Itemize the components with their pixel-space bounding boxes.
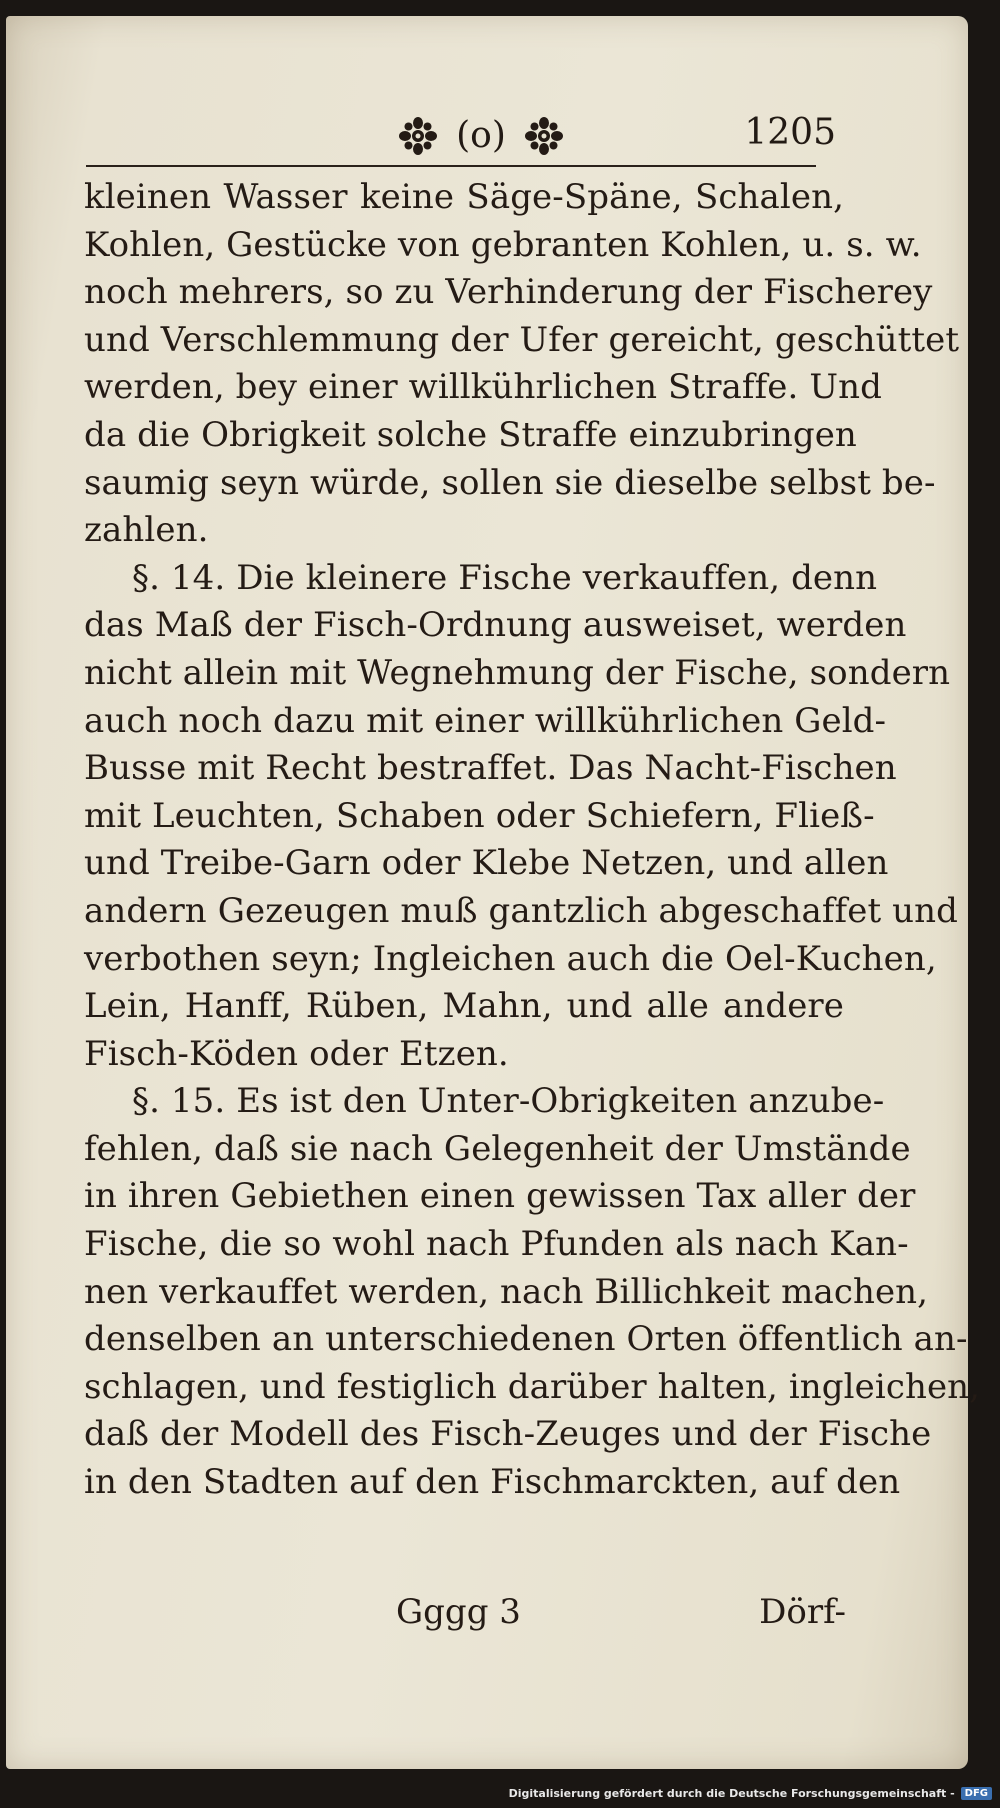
- text-line: in den Stadten auf den Fischmarckten, auf den: [84, 1462, 901, 1503]
- text-line: saumig seyn würde, sollen sie dieselbe selbst be-: [84, 462, 936, 503]
- text-line: nicht allein mit Wegnehmung der Fische, sondern: [84, 652, 951, 693]
- text-line: verbothen seyn; Ingleichen auch die Oel-Kuchen,: [84, 938, 937, 979]
- text-line: kleinen Wasser keine Säge-Späne, Schalen,: [84, 177, 844, 217]
- text-line: Fisch-Köden oder Etzen.: [84, 1033, 509, 1074]
- credit-text: Digitalisierung gefördert durch die Deutsche Forschungsgemeinschaft -: [508, 1786, 955, 1800]
- header-signature-mark: (o): [456, 115, 506, 156]
- header-ornament-group: [361, 111, 601, 161]
- text-line: noch mehrers, so zu Verhinderung der Fischerey: [84, 272, 933, 313]
- page-footer: [86, 1592, 846, 1642]
- text-line: Lein, Hanff, Rüben, Mahn, und alle andere: [84, 986, 844, 1027]
- catchword: Dörf-: [759, 1592, 846, 1632]
- body-text: [84, 174, 981, 1507]
- text-line: da die Obrigkeit solche Straffe einzubringen: [84, 414, 857, 455]
- paragraph-14-start: §. 14. Die kleinere Fische verkauffen, denn: [132, 557, 878, 598]
- header-rule: [86, 165, 816, 167]
- flower-ornament-right-icon: [524, 116, 564, 156]
- text-line: daß der Modell des Fisch-Zeuges und der Fische: [84, 1414, 932, 1455]
- text-line: Kohlen, Gestücke von gebranten Kohlen, u. s. w.: [84, 224, 922, 265]
- dfg-logo: DFG: [961, 1787, 992, 1800]
- running-head: [86, 111, 846, 167]
- book-page: [6, 16, 981, 1769]
- text-line: das Maß der Fisch-Ordnung ausweiset, werden: [84, 605, 907, 646]
- text-line: andern Gezeugen muß gantzlich abgeschaffet und: [84, 890, 958, 931]
- printer-signature: Gggg 3: [396, 1592, 521, 1632]
- text-line: auch noch dazu mit einer willkührlichen Geld-: [84, 700, 887, 741]
- text-line: und Verschlemmung der Ufer gereicht, geschüttet: [84, 319, 960, 360]
- text-line: werden, bey einer willkührlichen Straffe. Und: [84, 367, 882, 408]
- text-line: Busse mit Recht bestraffet. Das Nacht-Fischen: [84, 748, 897, 789]
- text-line: Fische, die so wohl nach Pfunden als nach Kan-: [84, 1224, 909, 1265]
- text-line: nen verkauffet werden, nach Billichkeit machen,: [84, 1271, 929, 1312]
- text-line: und Treibe-Garn oder Klebe Netzen, und allen: [84, 843, 889, 884]
- text-line: zahlen.: [84, 510, 209, 551]
- text-line: schlagen, und festiglich darüber halten, ingleichen,: [84, 1366, 981, 1407]
- flower-ornament-left-icon: [398, 116, 438, 156]
- paragraph-15-start: §. 15. Es ist den Unter-Obrigkeiten anzube-: [132, 1081, 885, 1122]
- text-line: mit Leuchten, Schaben oder Schiefern, Fließ-: [84, 795, 875, 836]
- text-line: denselben an unterschiedenen Orten öffentlich an-: [84, 1319, 968, 1360]
- text-line: in ihren Gebiethen einen gewissen Tax aller der: [84, 1176, 916, 1217]
- digitization-credit: [0, 1778, 1000, 1808]
- page-number: 1205: [744, 112, 836, 153]
- text-line: fehlen, daß sie nach Gelegenheit der Umstände: [84, 1128, 911, 1169]
